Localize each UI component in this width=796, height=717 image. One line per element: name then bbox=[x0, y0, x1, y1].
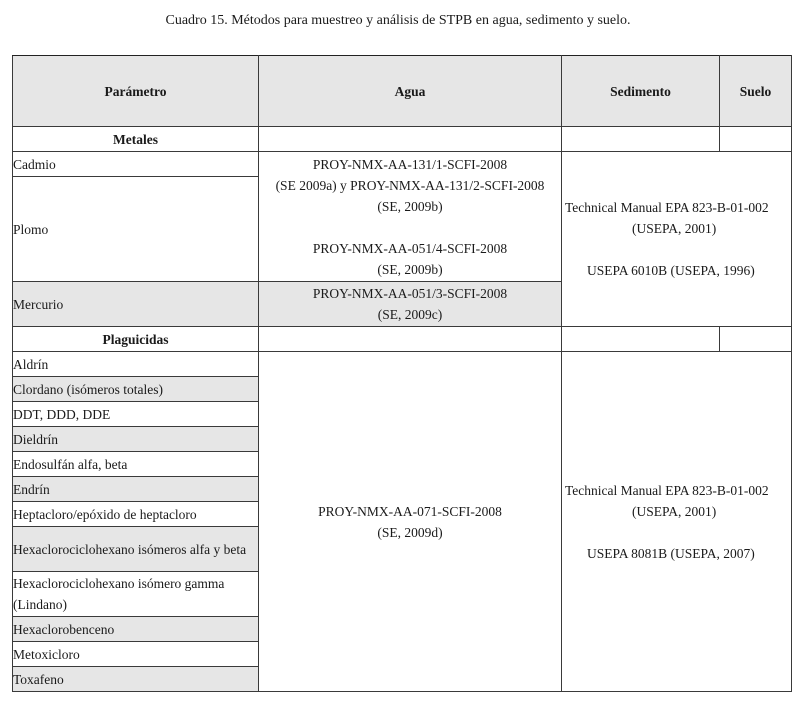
methods-table bbox=[12, 55, 792, 692]
empty-cell bbox=[720, 327, 792, 352]
section-title-plaguicidas: Plaguicidas bbox=[13, 327, 259, 352]
method-line: USEPA 6010B (USEPA, 1996) bbox=[587, 263, 755, 278]
empty-cell bbox=[259, 127, 562, 152]
method-line: (SE, 2009c) bbox=[377, 307, 443, 322]
param-dieldrin: Dieldrín bbox=[13, 427, 259, 452]
param-aldrin: Aldrín bbox=[13, 352, 259, 377]
param-clordano: Clordano (isómeros totales) bbox=[13, 377, 259, 402]
param-endosulfan: Endosulfán alfa, beta bbox=[13, 452, 259, 477]
header-agua: Agua bbox=[259, 56, 562, 127]
param-endrin: Endrín bbox=[13, 477, 259, 502]
method-line: Technical Manual EPA 823-B-01-002 bbox=[565, 200, 769, 215]
method-line: PROY-NMX-AA-131/1-SCFI-2008 bbox=[312, 156, 508, 172]
param-mercurio: Mercurio bbox=[13, 282, 259, 327]
sedimento-metales-methods bbox=[562, 152, 792, 327]
empty-cell bbox=[720, 127, 792, 152]
param-ddt: DDT, DDD, DDE bbox=[13, 402, 259, 427]
header-row bbox=[13, 56, 792, 127]
header-sedimento: Sedimento bbox=[562, 56, 720, 127]
section-row-plaguicidas bbox=[13, 327, 792, 352]
method-line: (SE, 2009b) bbox=[377, 261, 443, 277]
empty-cell bbox=[259, 327, 562, 352]
header-suelo: Suelo bbox=[720, 56, 792, 127]
param-hexaclorobenceno: Hexaclorobenceno bbox=[13, 617, 259, 642]
method-line: PROY-NMX-AA-051/4-SCFI-2008 bbox=[312, 240, 508, 256]
method-line: Technical Manual EPA 823-B-01-002 bbox=[565, 482, 769, 498]
table-row bbox=[13, 352, 792, 377]
method-line: (USEPA, 2001) bbox=[632, 221, 717, 236]
empty-cell bbox=[562, 127, 720, 152]
section-row-metales bbox=[13, 127, 792, 152]
param-cadmio: Cadmio bbox=[13, 152, 259, 177]
table-caption: Cuadro 15. Métodos para muestreo y análisis de STPB en agua, sedimento y suelo. bbox=[165, 13, 631, 28]
empty-cell bbox=[562, 327, 720, 352]
param-metoxicloro: Metoxicloro bbox=[13, 642, 259, 667]
param-hch-alfa-beta: Hexaclorociclohexano isómeros alfa y beta bbox=[13, 527, 259, 572]
sedimento-plaguicidas-methods bbox=[562, 352, 792, 692]
method-line: PROY-NMX-AA-051/3-SCFI-2008 bbox=[312, 286, 508, 301]
table-row bbox=[13, 152, 792, 177]
method-line: (USEPA, 2001) bbox=[632, 503, 717, 519]
method-line: PROY-NMX-AA-071-SCFI-2008 bbox=[318, 503, 502, 519]
section-title-metales: Metales bbox=[13, 127, 259, 152]
method-line: USEPA 8081B (USEPA, 2007) bbox=[587, 545, 755, 561]
agua-hg-methods bbox=[259, 282, 562, 327]
header-parametro: Parámetro bbox=[13, 56, 259, 127]
method-line: (SE, 2009d) bbox=[377, 524, 443, 540]
method-line: (SE, 2009b) bbox=[377, 198, 443, 214]
param-lindano: Hexaclorociclohexano isómero gamma (Lindano) bbox=[13, 572, 259, 617]
param-heptacloro: Heptacloro/epóxido de heptacloro bbox=[13, 502, 259, 527]
method-line: (SE 2009a) y PROY-NMX-AA-131/2-SCFI-2008 bbox=[275, 177, 545, 193]
param-toxafeno: Toxafeno bbox=[13, 667, 259, 692]
param-plomo: Plomo bbox=[13, 177, 259, 282]
agua-plaguicidas-methods bbox=[259, 352, 562, 692]
agua-cd-pb-methods bbox=[259, 152, 562, 282]
